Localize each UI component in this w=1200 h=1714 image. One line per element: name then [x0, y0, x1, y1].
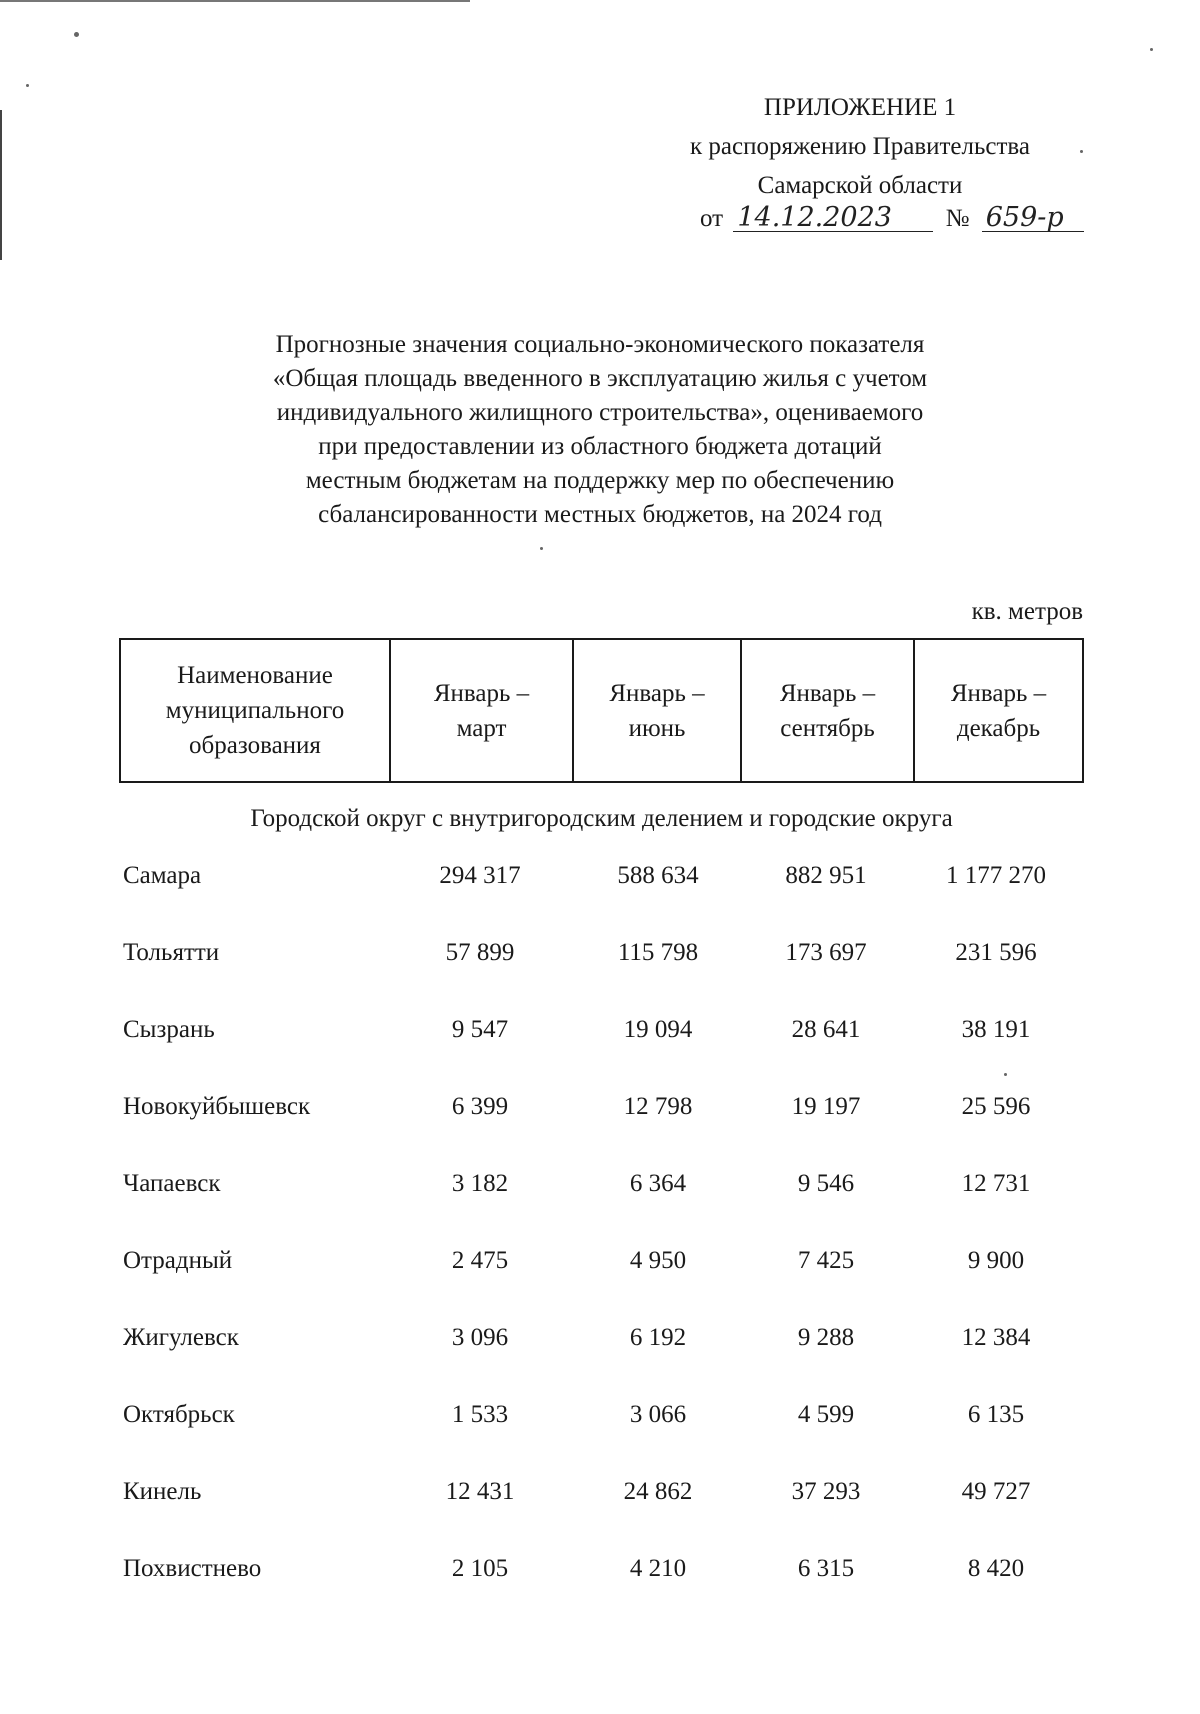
value-jan-dec: 8 420	[967, 1555, 1025, 1582]
municipality-name: Октябрьск	[123, 1401, 235, 1428]
value-jan-jun: 4 950	[629, 1247, 687, 1274]
document-title	[150, 328, 1050, 532]
annex-region-line: Самарской области	[757, 172, 963, 199]
header-jan-mar	[391, 640, 574, 781]
value-jan-jun: 6 364	[629, 1170, 687, 1197]
table-row	[0, 1247, 1200, 1324]
value-jan-mar: 3 096	[451, 1324, 509, 1351]
header-text: образования	[189, 732, 321, 759]
table-body	[0, 862, 1200, 1632]
handwritten-date: 14.12.2023	[733, 205, 933, 232]
units-label: кв. метров	[971, 598, 1083, 625]
date-prefix: от	[700, 205, 724, 232]
value-jan-sep: 7 425	[797, 1247, 855, 1274]
annex-title: ПРИЛОЖЕНИЕ 1	[763, 94, 957, 121]
municipality-name: Самара	[123, 862, 202, 889]
value-jan-dec: 38 191	[961, 1016, 1031, 1043]
value-jan-sep: 173 697	[785, 939, 867, 966]
header-text: Январь –	[950, 679, 1047, 707]
value-jan-sep: 28 641	[791, 1016, 861, 1043]
value-jan-jun: 588 634	[617, 862, 699, 889]
title-line: индивидуального жилищного строительства», оцениваемого	[276, 399, 924, 426]
scan-speck	[540, 547, 543, 550]
value-jan-mar: 2 475	[451, 1247, 509, 1274]
value-jan-sep: 37 293	[791, 1478, 861, 1505]
value-jan-mar: 2 105	[451, 1555, 509, 1582]
value-jan-sep: 882 951	[785, 862, 867, 889]
header-jan-sep	[742, 640, 915, 781]
table-row	[0, 1478, 1200, 1555]
value-jan-mar: 1 533	[451, 1401, 509, 1428]
title-line: при предоставлении из областного бюджета дотаций	[318, 433, 882, 460]
table-row	[0, 1555, 1200, 1632]
value-jan-jun: 115 798	[617, 939, 699, 966]
table-row	[0, 1401, 1200, 1478]
header-text: Январь –	[433, 679, 530, 707]
municipality-name: Похвистнево	[123, 1555, 262, 1582]
annex-header	[640, 88, 1080, 205]
table-header	[119, 638, 1084, 783]
scan-speck	[1080, 150, 1083, 153]
scan-speck	[74, 32, 79, 37]
value-jan-jun: 6 192	[629, 1324, 687, 1351]
value-jan-sep: 9 546	[797, 1170, 855, 1197]
title-line: сбалансированности местных бюджетов, на 2024 год	[318, 501, 882, 528]
title-line: местным бюджетам на поддержку мер по обеспечению	[305, 467, 895, 494]
value-jan-mar: 294 317	[439, 862, 521, 889]
number-prefix: №	[945, 205, 970, 232]
value-jan-dec: 25 596	[961, 1093, 1031, 1120]
title-line: Прогнозные значения социально-экономического показателя	[275, 331, 925, 358]
value-jan-mar: 3 182	[451, 1170, 509, 1197]
value-jan-dec: 9 900	[967, 1247, 1025, 1274]
value-jan-mar: 6 399	[451, 1093, 509, 1120]
table-row	[0, 1170, 1200, 1247]
table-row	[0, 1093, 1200, 1170]
value-jan-sep: 6 315	[797, 1555, 855, 1582]
value-jan-jun: 24 862	[623, 1478, 693, 1505]
table-section-title: Городской округ с внутригородским делением и городские округа	[250, 805, 953, 832]
value-jan-jun: 4 210	[629, 1555, 687, 1582]
value-jan-jun: 12 798	[623, 1093, 693, 1120]
value-jan-dec: 12 731	[961, 1170, 1031, 1197]
value-jan-mar: 12 431	[445, 1478, 515, 1505]
municipality-name: Жигулевск	[123, 1324, 239, 1351]
header-text: Январь –	[779, 679, 876, 707]
value-jan-sep: 19 197	[791, 1093, 861, 1120]
header-text: муниципального	[165, 697, 345, 724]
value-jan-dec: 6 135	[967, 1401, 1025, 1428]
annex-decree-line: к распоряжению Правительства	[689, 133, 1030, 160]
header-jan-dec	[915, 640, 1082, 781]
value-jan-dec: 49 727	[961, 1478, 1031, 1505]
value-jan-jun: 3 066	[629, 1401, 687, 1428]
municipality-name: Кинель	[123, 1478, 202, 1505]
scan-edge-line	[0, 0, 470, 2]
table-row	[0, 1324, 1200, 1401]
table-row	[0, 862, 1200, 939]
value-jan-dec: 231 596	[955, 939, 1037, 966]
title-line: «Общая площадь введенного в эксплуатацию жилья с учетом	[272, 365, 928, 392]
value-jan-jun: 19 094	[623, 1016, 693, 1043]
municipality-name: Новокуйбышевск	[123, 1093, 311, 1120]
table-row	[0, 939, 1200, 1016]
value-jan-sep: 4 599	[797, 1401, 855, 1428]
value-jan-mar: 9 547	[451, 1016, 509, 1043]
header-text: декабрь	[956, 714, 1041, 742]
header-text: Наименование	[177, 662, 333, 689]
scan-speck	[26, 84, 29, 87]
handwritten-number: 659-р	[982, 205, 1084, 232]
value-jan-dec: 1 177 270	[946, 862, 1046, 889]
header-municipality	[121, 640, 391, 781]
header-text: Январь –	[609, 679, 705, 707]
value-jan-mar: 57 899	[445, 939, 515, 966]
header-jan-jun	[574, 640, 742, 781]
value-jan-dec: 12 384	[961, 1324, 1031, 1351]
header-text: март	[456, 714, 507, 742]
header-text: сентябрь	[780, 714, 875, 742]
header-text: июнь	[628, 714, 686, 742]
scan-speck	[1150, 48, 1153, 51]
table-row	[0, 1016, 1200, 1093]
municipality-name: Отрадный	[123, 1247, 233, 1274]
value-jan-sep: 9 288	[797, 1324, 855, 1351]
municipality-name: Чапаевск	[123, 1170, 221, 1197]
municipality-name: Тольятти	[123, 939, 220, 966]
scan-edge-line	[0, 110, 2, 260]
municipality-name: Сызрань	[123, 1016, 215, 1043]
annex-date-number	[700, 202, 1084, 233]
